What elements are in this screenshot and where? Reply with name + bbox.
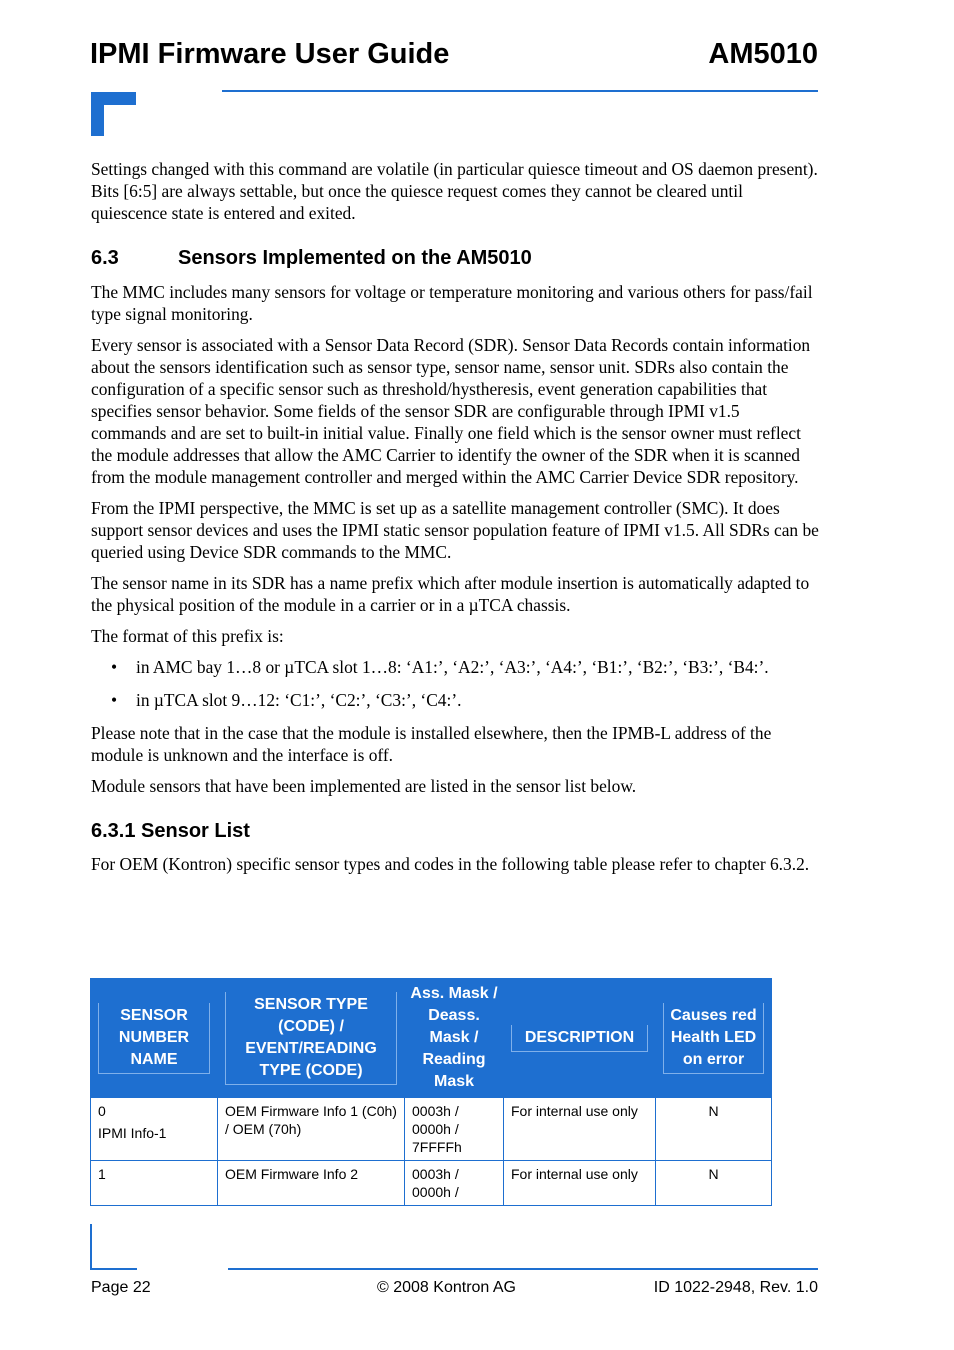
section-paragraph: Every sensor is associated with a Sensor Data Record (SDR). Sensor Data Records contain information about the sensors identification such as sensor type, sensor name, sensor unit. SDRs also contain the configuration of a specific sensor such as threshold/hystheresis, event generation capabilities that specifies sensor behavior. Some fields of the sensor SDR are configurable through IPMI v1.5 commands and are set to built-in initial value. Finally one field which is the sensor owner must reflect the module addresses that allow the AMC Carrier to identify the owner of the SDR when it is scanned from the module management controller and merged within the AMC Carrier Device SDR repository.	[91, 335, 811, 487]
section-paragraph: The MMC includes many sensors for voltage or temperature monitoring and various others for pass/fail type signal monitoring.	[91, 282, 813, 324]
col-header-sensor-number: SENSOR NUMBER NAME	[91, 979, 218, 1098]
list-item: • in AMC bay 1…8 or µTCA slot 1…8: ‘A1:’, ‘A2:’, ‘A3:’, ‘A4:’, ‘B1:’, ‘B2:’, ‘B3:’, ‘B4:’.	[91, 656, 819, 678]
table-row	[91, 1161, 772, 1206]
section-paragraph: The format of this prefix is:	[91, 626, 284, 646]
sensor-type-cell: OEM Firmware Info 1 (C0h) / OEM (70h)	[218, 1098, 405, 1161]
copyright: © 2008 Kontron AG	[377, 1279, 516, 1296]
description-cell: For internal use only	[504, 1098, 656, 1161]
sensor-table	[90, 978, 772, 1206]
table-header-row	[91, 979, 772, 1098]
section-number: 6.3	[91, 247, 119, 269]
subsection-heading: 6.3.1 Sensor List	[91, 820, 250, 842]
section-title: Sensors Implemented on the AM5010	[178, 247, 532, 269]
prefix-list	[91, 656, 819, 711]
health-led-cell: N	[656, 1161, 772, 1206]
intro-paragraph: Settings changed with this command are volatile (in particular quiesce timeout and OS daemon present). Bits [6:5] are always settable, but once the quiesce request comes they cannot be cleared until quiescence state is entered and exited.	[91, 159, 818, 223]
document-title: IPMI Firmware User Guide	[90, 38, 450, 70]
section-paragraph: Module sensors that have been implemented are listed in the sensor list below.	[91, 776, 637, 796]
mask-cell: 0003h / 0000h /	[405, 1161, 504, 1206]
product-model: AM5010	[708, 38, 818, 70]
sensor-number: 0	[98, 1103, 106, 1119]
corner-mark-horizontal	[91, 92, 136, 105]
col-header-mask: Ass. Mask / Deass. Mask / Reading Mask	[405, 979, 504, 1098]
page-content	[91, 158, 819, 884]
sensor-number: 1	[98, 1166, 106, 1182]
table-row	[91, 1098, 772, 1161]
col-header-description: DESCRIPTION	[504, 979, 656, 1098]
sensor-name: IPMI Info-1	[98, 1125, 167, 1141]
list-item: • in µTCA slot 9…12: ‘C1:’, ‘C2:’, ‘C3:’, ‘C4:’.	[91, 689, 819, 711]
mask-cell: 0003h / 0000h / 7FFFFh	[405, 1098, 504, 1161]
footer-corner-vertical	[90, 1224, 92, 1270]
section-paragraph: From the IPMI perspective, the MMC is set up as a satellite management controller (SMC). It does support sensor devices and uses the IPMI static sensor population feature of IPMI v1.5. All SDRs can be queried using Device SDR commands to the MMC.	[91, 498, 819, 562]
sensor-type-cell: OEM Firmware Info 2	[218, 1161, 405, 1206]
footer-corner-horizontal	[91, 1268, 137, 1270]
header-rule	[222, 90, 818, 92]
col-header-health-led: Causes red Health LED on error	[656, 979, 772, 1098]
subsection-paragraph: For OEM (Kontron) specific sensor types and codes in the following table please refer to chapter 6.3.2.	[91, 854, 810, 874]
sensor-number-cell	[91, 1098, 218, 1161]
section-heading	[91, 246, 819, 270]
col-header-sensor-type: SENSOR TYPE (CODE) / EVENT/READING TYPE (CODE)	[218, 979, 405, 1098]
document-id: ID 1022-2948, Rev. 1.0	[653, 1279, 818, 1296]
section-paragraph: The sensor name in its SDR has a name prefix which after module insertion is automatically adapted to the physical position of the module in a carrier or in a µTCA chassis.	[91, 573, 810, 615]
page-number: Page 22	[91, 1279, 151, 1296]
sensor-number-cell	[91, 1161, 218, 1206]
health-led-cell: N	[656, 1098, 772, 1161]
description-cell: For internal use only	[504, 1161, 656, 1206]
section-paragraph: Please note that in the case that the module is installed elsewhere, then the IPMB-L address of the module is unknown and the interface is off.	[91, 723, 772, 765]
footer-rule	[228, 1268, 818, 1270]
